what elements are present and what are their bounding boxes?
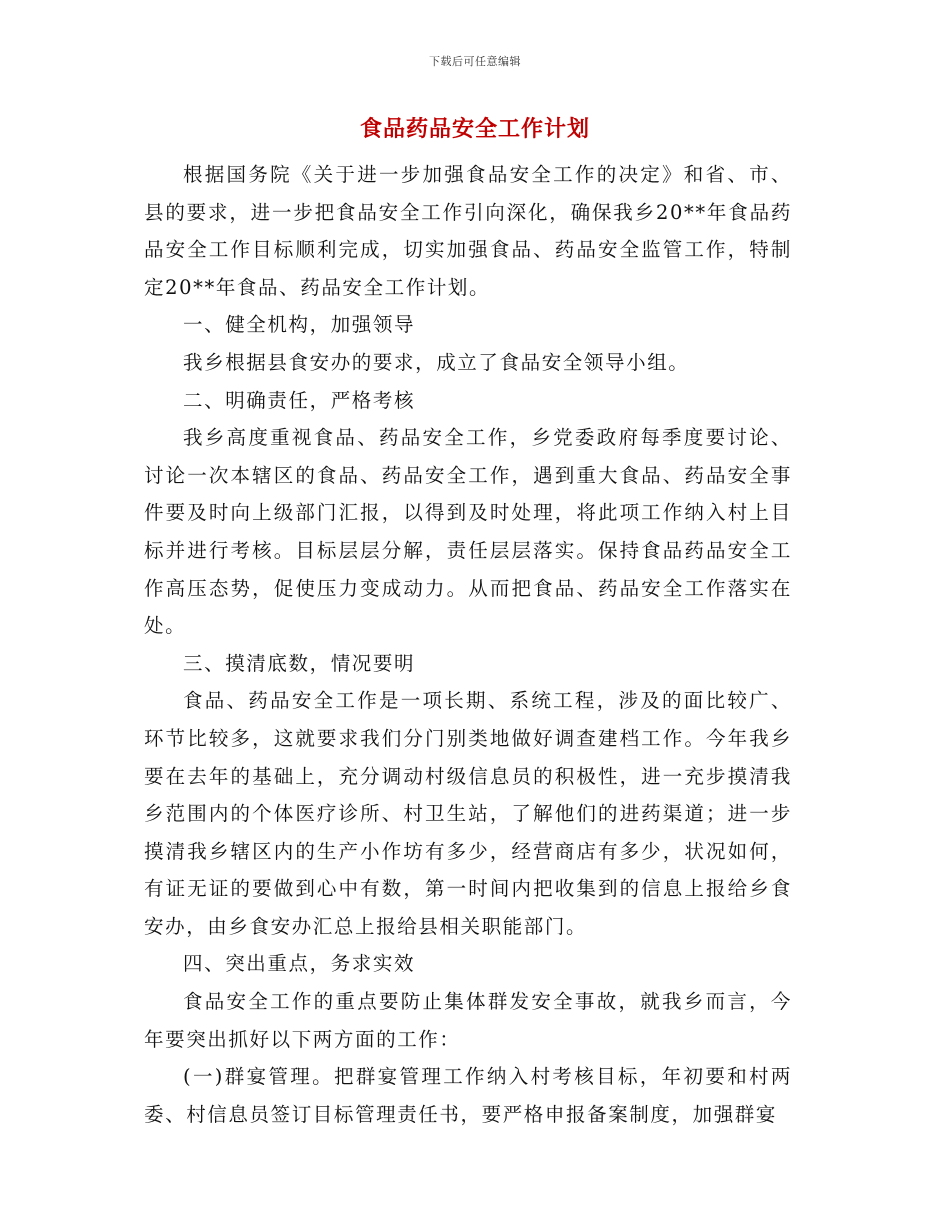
paragraph-intro: 根据国务院《关于进一步加强食品安全工作的决定》和省、市、县的要求，进一步把食品安全工作引向深化，确保我乡20**年食品药品安全工作目标顺利完成，切实加强食品、药品安全监管工作，特制定20**年食品、药品安全工作计划。	[144, 163, 792, 299]
section-heading-3: 三、摸清底数，情况要明	[183, 651, 416, 675]
paragraph-section-1: 我乡根据县食安办的要求，成立了食品安全领导小组。	[183, 350, 690, 374]
paragraph-section-3: 食品、药品安全工作是一项长期、系统工程，涉及的面比较广、环节比较多，这就要求我们分门别类地做好调查建档工作。今年我乡要在去年的基础上，充分调动村级信息员的积极性，进一充步摸清我乡范围内的个体医疗诊所、村卫生站，了解他们的进药渠道；进一步摸清我乡辖区内的生产小作坊有多少，经营商店有多少，状况如何，有证无证的要做到心中有数，第一时间内把收集到的信息上报给乡食安办，由乡食安办汇总上报给县相关职能部门。	[144, 689, 792, 938]
section-heading-2: 二、明确责任，严格考核	[183, 388, 416, 412]
header-note: 下载后可任意编辑	[429, 55, 521, 68]
document-title: 食品药品安全工作计划	[359, 116, 590, 142]
document-body	[144, 156, 792, 1133]
paragraph-section-4: 食品安全工作的重点要防止集体群发安全事故，就我乡而言，今年要突出抓好以下两方面的工作：	[144, 990, 792, 1051]
paragraph-subsection-1: (一)群宴管理。把群宴管理工作纳入村考核目标，年初要和村两委、村信息员签订目标管理责任书，要严格申报备案制度，加强群宴	[144, 1065, 792, 1126]
section-heading-4: 四、突出重点，务求实效	[183, 952, 416, 976]
section-heading-1: 一、健全机构，加强领导	[183, 313, 416, 337]
paragraph-section-2: 我乡高度重视食品、药品安全工作，乡党委政府每季度要讨论、讨论一次本辖区的食品、药品安全工作，遇到重大食品、药品安全事件要及时向上级部门汇报，以得到及时处理，将此项工作纳入村上目标并进行考核。目标层层分解，责任层层落实。保持食品药品安全工作高压态势，促使压力变成动力。从而把食品、药品安全工作落实在处。	[144, 426, 792, 638]
